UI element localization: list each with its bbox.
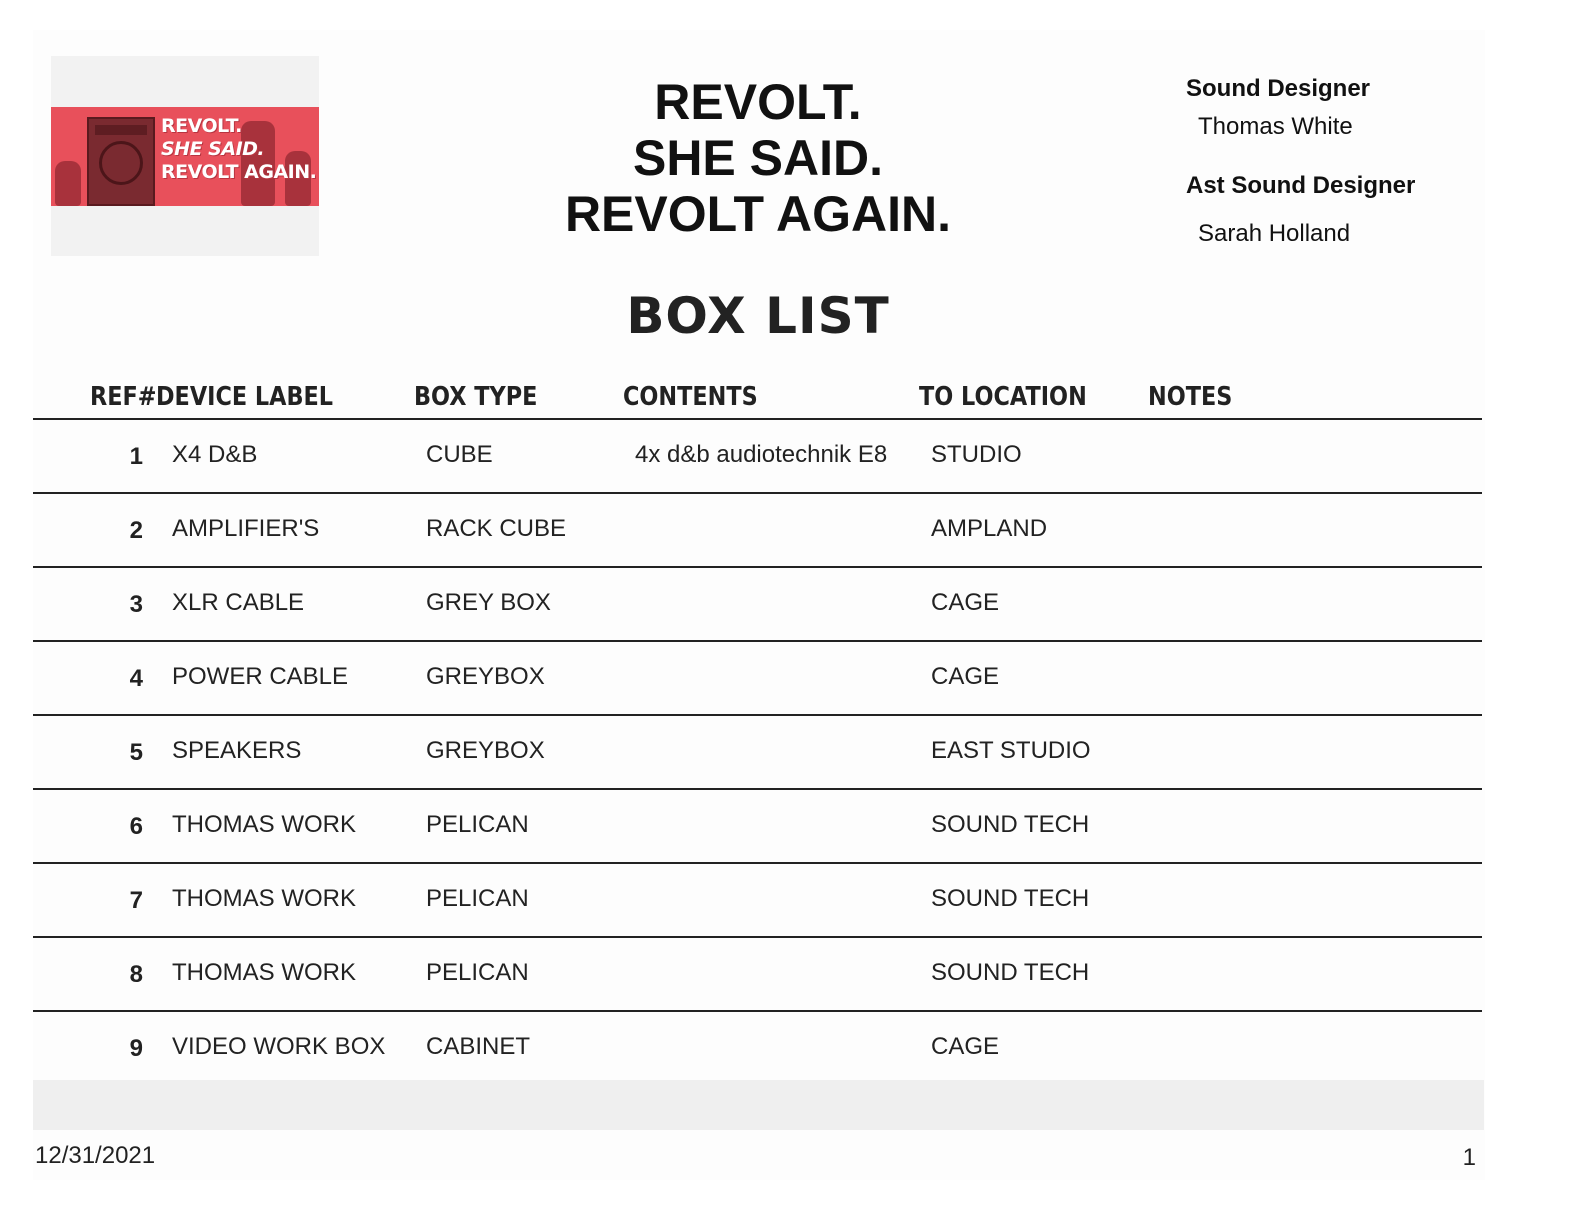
ref-number: 1 [129,443,143,470]
table-row [33,642,1482,716]
column-header-contents: CONTENTS [623,382,758,412]
table-row [33,420,1482,494]
box-type-cell: PELICAN [426,811,529,838]
device-label-cell: VIDEO WORK BOX [172,1033,386,1060]
ref-number: 3 [129,591,143,618]
device-label-cell: XLR CABLE [172,589,305,616]
table-row [33,1012,1482,1085]
page-number: 1 [1462,1144,1476,1171]
amplifier-icon [87,117,155,206]
box-type-cell: PELICAN [426,959,529,986]
device-label-cell: X4 D&B [172,441,258,468]
column-header-device-label: DEVICE LABEL [156,382,334,412]
table-row [33,938,1482,1012]
credit-role: Sound Designer [1186,75,1371,102]
device-label-cell: THOMAS WORK [172,811,356,838]
ref-number: 5 [129,739,143,766]
logo-text [161,115,316,184]
ref-number: 9 [129,1035,143,1062]
ref-number: 8 [129,961,143,988]
raised-fist-icon [55,161,81,206]
logo-text-line: REVOLT AGAIN. [161,161,317,183]
show-title-line: REVOLT AGAIN. [564,186,952,242]
footer-date: 12/31/2021 [35,1142,156,1169]
table-row [33,716,1482,790]
column-header-box-type: BOX TYPE [414,382,538,412]
logo-text-line: SHE SAID. [161,138,265,160]
device-label-cell: SPEAKERS [172,737,302,764]
document-title: BOX LIST [626,287,890,345]
contents-cell: 4x d&b audiotechnik E8 [635,441,888,468]
credit-name: Thomas White [1198,113,1353,140]
logo-text-line: REVOLT. [161,115,242,137]
column-header-notes: NOTES [1148,382,1233,412]
device-label-cell: POWER CABLE [172,663,349,690]
credit-name: Sarah Holland [1198,220,1351,247]
to-location-cell: CAGE [931,663,1000,690]
table-row [33,568,1482,642]
box-type-cell: RACK CUBE [426,515,567,542]
show-title-line: SHE SAID. [632,130,884,186]
to-location-cell: EAST STUDIO [931,737,1091,764]
footer-band [33,1080,1484,1130]
box-list-table [33,420,1482,1085]
box-type-cell: GREYBOX [426,737,545,764]
column-header-ref: REF# [90,382,157,412]
to-location-cell: SOUND TECH [931,885,1090,912]
show-logo [51,56,319,256]
credit-role: Ast Sound Designer [1186,172,1416,199]
show-title-line: REVOLT. [654,74,862,130]
box-type-cell: CABINET [426,1033,531,1060]
to-location-cell: STUDIO [931,441,1022,468]
ref-number: 6 [129,813,143,840]
column-header-to-location: TO LOCATION [919,382,1087,412]
ref-number: 4 [129,665,143,692]
logo-banner [51,107,319,206]
to-location-cell: CAGE [931,1033,1000,1060]
box-type-cell: PELICAN [426,885,529,912]
box-type-cell: GREYBOX [426,663,545,690]
show-title [540,74,976,242]
box-type-cell: GREY BOX [426,589,551,616]
table-row [33,790,1482,864]
ref-number: 2 [129,517,143,544]
table-row [33,864,1482,938]
to-location-cell: AMPLAND [931,515,1048,542]
to-location-cell: SOUND TECH [931,811,1090,838]
to-location-cell: CAGE [931,589,1000,616]
device-label-cell: AMPLIFIER'S [172,515,320,542]
table-row [33,494,1482,568]
box-type-cell: CUBE [426,441,493,468]
to-location-cell: SOUND TECH [931,959,1090,986]
device-label-cell: THOMAS WORK [172,959,356,986]
device-label-cell: THOMAS WORK [172,885,356,912]
ref-number: 7 [129,887,143,914]
